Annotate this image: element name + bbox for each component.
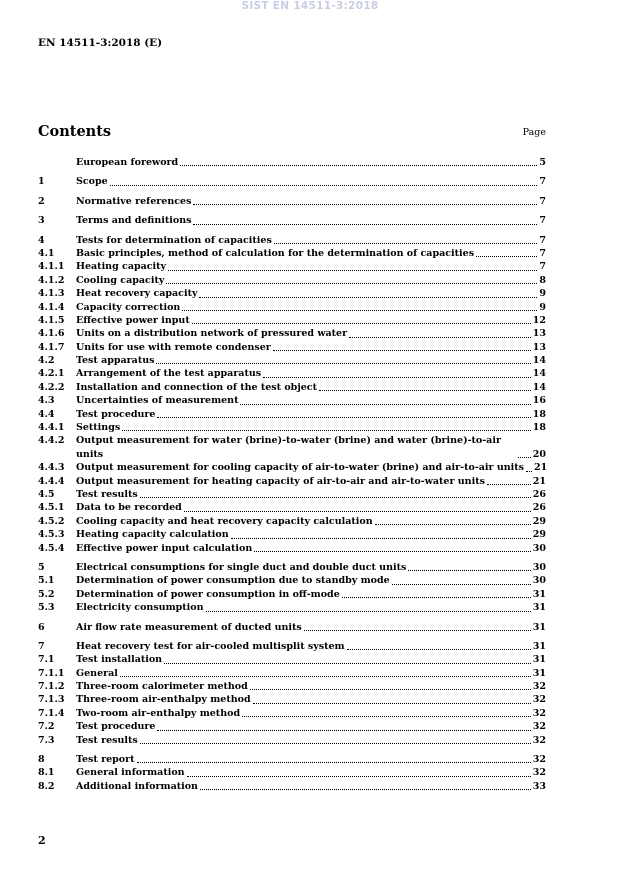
toc-title: Determination of power consumption in off-mode [76,588,340,600]
toc-leader [273,350,531,351]
toc-leader [122,430,531,431]
toc-leader [168,270,537,271]
toc-leader [319,390,531,391]
toc-page: 9 [539,288,546,300]
toc-number: 4.2.1 [38,368,65,380]
toc-number: 4 [38,234,45,246]
toc-page: 7 [539,234,546,246]
contents-title: Contents [38,123,112,140]
toc-number: 4.5 [38,488,55,500]
toc-entry[interactable] [38,214,546,227]
toc-title: Test results [76,734,138,746]
toc-title: Test procedure [76,721,156,733]
toc-leader [476,256,537,257]
toc-number: 4.4.2 [38,435,65,447]
toc-page: 32 [532,694,546,706]
toc-title: Output measurement for heating capacity of air-to-air and air-to-water units [76,475,485,487]
toc-entry[interactable] [38,501,546,514]
toc-page: 14 [532,355,546,367]
toc-page: 14 [532,381,546,393]
toc-title: General information [76,767,185,779]
toc-title: Determination of power consumption due to standby mode [76,575,390,587]
toc-page: 30 [532,575,546,587]
toc-leader [193,204,537,205]
toc-leader [250,689,531,690]
toc-leader [157,730,530,731]
toc-page: 7 [539,176,546,188]
toc-title: Scope [76,176,108,188]
toc-page: 13 [532,328,546,340]
toc-title: Three-room calorimeter method [76,681,248,693]
toc-number: 6 [38,621,45,633]
toc-entry[interactable] [38,234,546,247]
toc-page: 32 [532,721,546,733]
toc-entry[interactable] [38,653,546,666]
toc-number: 4.3 [38,395,55,407]
toc-page: 7 [539,215,546,227]
toc-title: European foreword [76,156,179,168]
toc-entry[interactable] [38,588,546,601]
toc-page: 31 [532,602,546,614]
toc-entry[interactable] [38,314,546,327]
toc-leader [263,377,531,378]
toc-title: Electricity consumption [76,602,204,614]
toc-page: 32 [532,734,546,746]
toc-number: 4.5.3 [38,529,65,541]
table-of-contents [38,156,546,793]
toc-number: 7.1.1 [38,667,65,679]
toc-entry[interactable] [38,367,546,380]
toc-entry[interactable] [38,621,546,634]
toc-page: 16 [532,395,546,407]
toc-leader [156,363,530,364]
toc-entry[interactable] [38,601,546,614]
page-column-header: Page [522,127,546,138]
toc-title: Output measurement for water (brine)-to-water (brine) and water (brine)-to-air units [76,435,501,460]
toc-entry[interactable] [38,488,546,501]
toc-page: 21 [532,475,546,487]
toc-number: 4.5.4 [38,542,65,554]
toc-title: Capacity correction [76,301,181,313]
toc-number: 7.3 [38,734,55,746]
toc-page: 26 [532,488,546,500]
toc-leader [347,649,531,650]
toc-leader [349,337,531,338]
toc-number: 7 [38,640,45,652]
toc-page: 29 [532,529,546,541]
toc-number: 5.3 [38,602,55,614]
toc-number: 5 [38,561,45,573]
toc-leader [240,404,530,405]
page-number: 2 [38,834,46,847]
toc-entry[interactable] [38,287,546,300]
toc-leader [199,297,537,298]
toc-entry[interactable] [38,680,546,693]
toc-leader [164,663,531,664]
toc-number: 4.5.1 [38,502,65,514]
toc-number: 8.1 [38,767,55,779]
toc-title: Arrangement of the test apparatus [76,368,262,380]
toc-page: 33 [532,780,546,792]
toc-leader [518,457,531,458]
toc-title: Heat recovery test for air-cooled multisplit system [76,640,345,652]
toc-page: 13 [532,341,546,353]
toc-page: 7 [539,261,546,273]
toc-title: Heating capacity [76,261,167,273]
toc-number: 4.2.2 [38,381,65,393]
toc-number: 4.1 [38,247,55,259]
toc-number: 4.1.6 [38,328,65,340]
toc-title: Normative references [76,195,192,207]
toc-entry[interactable] [38,408,546,421]
toc-title: Basic principles, method of calculation for the determination of capacities [76,247,475,259]
toc-entry[interactable] [38,753,546,766]
toc-number: 8 [38,754,45,766]
toc-entry[interactable] [38,561,546,574]
toc-entry[interactable] [38,475,546,488]
toc-entry[interactable] [38,327,546,340]
toc-number: 4.5.2 [38,515,65,527]
toc-page: 26 [532,502,546,514]
toc-entry[interactable] [38,175,546,188]
toc-title: Two-room air-enthalpy method [76,707,241,719]
toc-entry[interactable] [38,341,546,354]
toc-title: Units for use with remote condenser [76,341,271,353]
toc-leader [193,224,537,225]
toc-title: Settings [76,422,121,434]
toc-leader [140,497,531,498]
toc-title: Cooling capacity [76,274,165,286]
toc-page: 5 [539,156,546,168]
toc-entry[interactable] [38,381,546,394]
toc-entry[interactable] [38,247,546,260]
toc-entry[interactable] [38,354,546,367]
toc-title: Cooling capacity and heat recovery capacity calculation [76,515,373,527]
toc-leader [137,762,531,763]
toc-page: 7 [539,247,546,259]
toc-entry[interactable] [38,394,546,407]
toc-entry[interactable] [38,766,546,779]
toc-leader [182,310,537,311]
toc-title: Units on a distribution network of pressured water [76,328,348,340]
toc-page: 32 [532,681,546,693]
toc-number: 7.1.2 [38,681,65,693]
toc-entry[interactable] [38,274,546,287]
toc-leader [392,584,531,585]
toc-leader [487,484,531,485]
toc-leader [184,511,531,512]
toc-entry[interactable] [38,434,546,461]
toc-leader [157,417,530,418]
toc-leader [180,165,537,166]
toc-number: 8.2 [38,780,55,792]
toc-entry[interactable] [38,640,546,653]
toc-page: 31 [532,654,546,666]
toc-entry[interactable] [38,260,546,273]
toc-title: Uncertainties of measurement [76,395,239,407]
toc-number: 4.1.7 [38,341,65,353]
toc-entry[interactable] [38,301,546,314]
toc-number: 4.4.1 [38,422,65,434]
toc-page: 32 [532,754,546,766]
toc-leader [254,551,531,552]
toc-title: Terms and definitions [76,215,192,227]
toc-number: 3 [38,215,45,227]
toc-entry[interactable] [38,720,546,733]
toc-leader [120,676,531,677]
toc-title: Additional information [76,780,198,792]
toc-number: 4.4.4 [38,475,65,487]
toc-page: 21 [534,462,548,474]
toc-number: 4.1.5 [38,314,65,326]
toc-number: 7.1.4 [38,707,65,719]
toc-number: 2 [38,195,45,207]
toc-number: 4.1.4 [38,301,65,313]
toc-number: 4.4 [38,408,55,420]
toc-entry[interactable] [38,528,546,541]
toc-entry[interactable] [38,780,546,793]
toc-leader [187,776,531,777]
toc-leader [526,471,532,472]
toc-entry[interactable] [38,574,546,587]
toc-entry[interactable] [38,667,546,680]
toc-title: Effective power input [76,314,190,326]
toc-entry[interactable] [38,195,546,208]
toc-entry[interactable] [38,421,546,434]
toc-title: Output measurement for cooling capacity of air-to-water (brine) and air-to-air units [76,462,525,474]
toc-number: 1 [38,176,45,188]
toc-title: Three-room air-enthalpy method [76,694,251,706]
toc-page: 18 [532,408,546,420]
toc-page: 9 [539,301,546,313]
toc-page: 30 [532,561,546,573]
toc-entry[interactable] [38,707,546,720]
toc-number: 7.2 [38,721,55,733]
toc-title: Data to be recorded [76,502,182,514]
toc-title: Installation and connection of the test object [76,381,317,393]
toc-title: Heating capacity calculation [76,529,229,541]
toc-leader [140,743,531,744]
toc-page: 8 [539,274,546,286]
toc-page: 31 [532,588,546,600]
watermark: SIST EN 14511-3:2018 [241,0,379,12]
toc-entry[interactable] [38,156,546,169]
toc-leader [166,283,537,284]
toc-leader [408,570,530,571]
toc-page: 30 [532,542,546,554]
toc-page: 12 [532,314,546,326]
toc-leader [200,789,531,790]
toc-leader [192,323,531,324]
toc-page: 18 [532,422,546,434]
toc-leader [253,703,531,704]
toc-leader [110,185,538,186]
toc-number: 7.1.3 [38,694,65,706]
toc-number: 4.1.2 [38,274,65,286]
toc-entry[interactable] [38,461,546,474]
toc-page: 31 [532,640,546,652]
toc-page: 31 [532,621,546,633]
toc-page: 31 [532,667,546,679]
toc-entry[interactable] [38,734,546,747]
toc-title: Test results [76,488,138,500]
toc-entry[interactable] [38,515,546,528]
toc-number: 7.1 [38,654,55,666]
toc-title: Test apparatus [76,355,155,367]
toc-title: General [76,667,118,679]
toc-leader [206,611,531,612]
toc-page: 32 [532,767,546,779]
toc-page: 29 [532,515,546,527]
toc-title: Test installation [76,654,163,666]
toc-page: 32 [532,707,546,719]
toc-page: 20 [532,448,546,460]
toc-number: 5.2 [38,588,55,600]
toc-leader [242,716,531,717]
toc-entry[interactable] [38,693,546,706]
toc-title: Air flow rate measurement of ducted units [76,621,302,633]
toc-leader [274,243,538,244]
toc-title: Test report [76,754,135,766]
toc-leader [304,630,531,631]
toc-number: 4.4.3 [38,462,65,474]
toc-page: 14 [532,368,546,380]
toc-entry[interactable] [38,542,546,555]
toc-number: 4.2 [38,355,55,367]
toc-leader [375,524,531,525]
toc-number: 4.1.1 [38,261,65,273]
toc-leader [342,597,531,598]
toc-title: Tests for determination of capacities [76,234,272,246]
toc-title: Electrical consumptions for single duct and double duct units [76,561,407,573]
toc-page: 7 [539,195,546,207]
toc-leader [231,538,531,539]
toc-title: Heat recovery capacity [76,288,198,300]
toc-title: Test procedure [76,408,156,420]
toc-number: 5.1 [38,575,55,587]
document-id: EN 14511-3:2018 (E) [38,37,163,49]
toc-title: Effective power input calculation [76,542,253,554]
toc-number: 4.1.3 [38,288,65,300]
